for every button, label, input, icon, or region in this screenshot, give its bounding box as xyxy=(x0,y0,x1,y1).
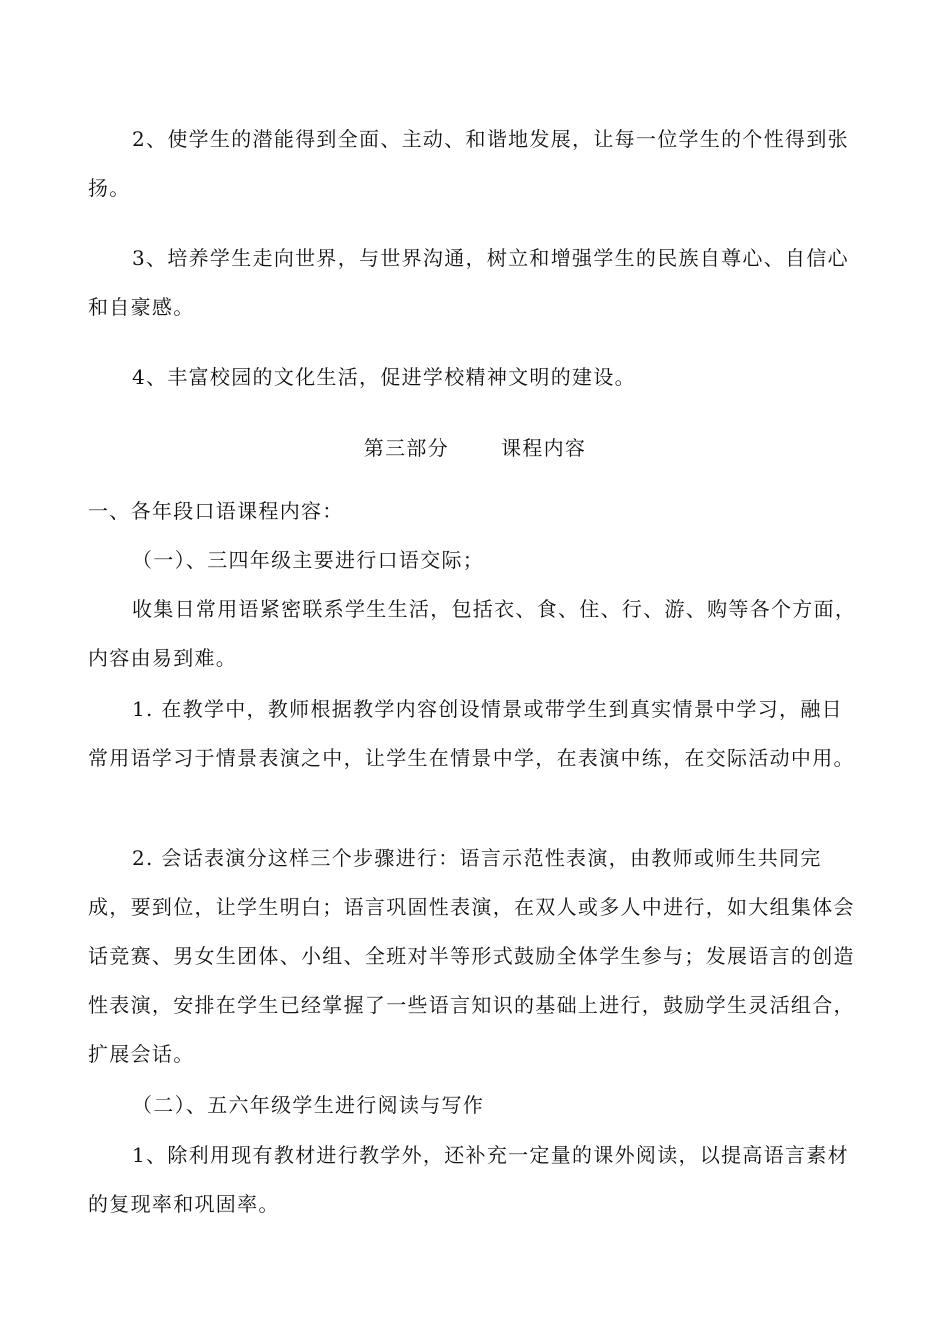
teaching-point-2-paragraph: 2. 会话表演分这样三个步骤进行：语言示范性表演，由教师或师生共同完成，要到位，让学生明白；语言巩固性表演，在双人或多人中进行，如大组集体会话竞赛、男女生团体、小组、全班对半等形式鼓励全体学生参与；发展语言的创造性表演，安排在学生已经掌握了一些语言知识的基础上进行，鼓励学生灵活组合，扩展会话。 xyxy=(88,846,855,1066)
objective-2-paragraph: 2、使学生的潜能得到全面、主动、和谐地发展，让每一位学生的个性得到张扬。 xyxy=(88,127,849,200)
daily-phrases-paragraph: 收集日常用语紧密联系学生生活，包括衣、食、住、行、游、购等各个方面，内容由易到难。 xyxy=(88,597,857,670)
section-heading xyxy=(0,433,950,463)
grade-course-heading: 一、各年段口语课程内容： xyxy=(88,499,344,523)
objective-3-paragraph: 3、培养学生走向世界，与世界沟通，树立和增强学生的民族自尊心、自信心和自豪感。 xyxy=(88,246,849,319)
section-title: 课程内容 xyxy=(501,436,587,460)
grade-3-4-subheading: （一）、三四年级主要进行口语交际； xyxy=(132,548,485,572)
reading-point-1-paragraph: 1、除利用现有教材进行教学外，还补充一定量的课外阅读，以提高语言素材的复现率和巩固率。 xyxy=(88,1143,849,1216)
objective-4-paragraph: 4、丰富校园的文化生活，促进学校精神文明的建设。 xyxy=(132,365,636,389)
grade-5-6-subheading: （二）、五六年级学生进行阅读与写作 xyxy=(132,1093,485,1117)
teaching-point-1-paragraph: 1. 在教学中，教师根据教学内容创设情景或带学生到真实情景中学习，融日常用语学习于情景表演之中，让学生在情景中学，在表演中练，在交际活动中用。 xyxy=(88,697,855,770)
section-part-label: 第三部分 xyxy=(363,436,449,460)
